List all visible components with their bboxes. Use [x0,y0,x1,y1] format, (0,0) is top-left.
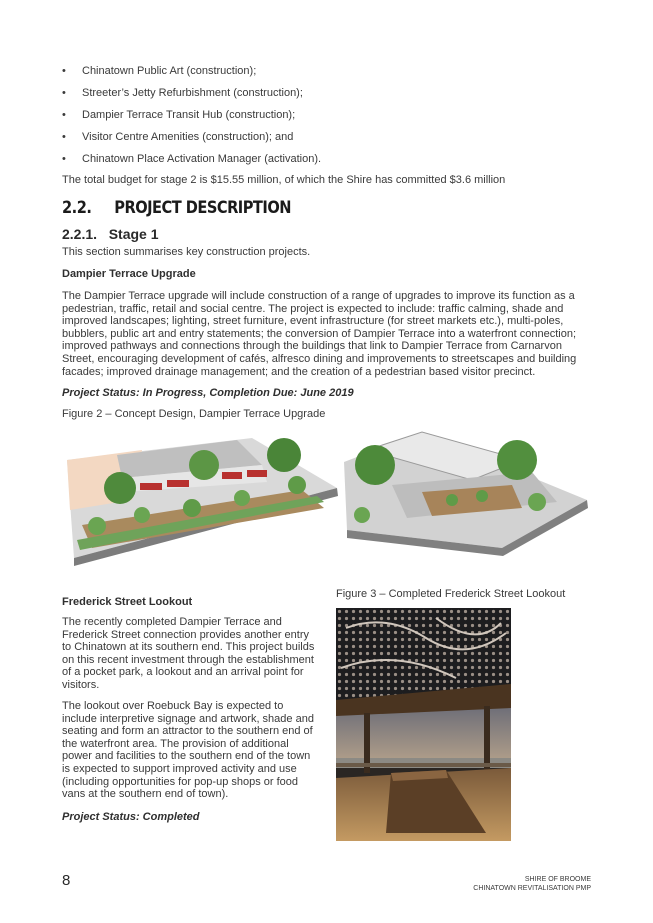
paragraph-line: seating and form an attractor to the southern end of [62,725,313,738]
paragraph-line: The lookout over Roebuck Bay is expected to [62,700,284,712]
concept-render-left [67,438,338,566]
subsection-intro: This section summarises key construction projects. [62,246,311,258]
figure-3-caption: Figure 3 – Completed Frederick Street Lookout [336,588,566,600]
paragraph-line: Frederick Street connection provides another entry [62,628,310,641]
paragraph-line: to Chinatown at its southern end. This project builds [62,641,315,654]
subsection-heading: 2.2.1. Stage 1 [62,226,159,242]
footer-org-block [473,876,591,893]
paragraph-line: bubblers, public art and entry statements; the conversion of Dampier Terrace into a waterfront connection; [62,327,577,340]
paragraph-line: The recently completed Dampier Terrace and [62,616,282,628]
paragraph-line: vans at the southern end of town). [62,788,229,801]
section-heading: 2.2. PROJECT DESCRIPTION [62,198,291,218]
figure-2-concept-image [62,430,592,570]
budget-text: The total budget for stage 2 is $15.55 million, of which the Shire has committed $3.6 million [62,174,506,186]
paragraph-line: improved landscapes; lighting, street furniture, event infrastructure (for street markets etc.), multi-poles, [62,315,564,328]
paragraph-line: power and facilities to the southern end of the town [62,750,311,763]
bullet-text: Streeter’s Jetty Refurbishment (construction); [82,87,303,99]
paragraph-line: The Dampier Terrace upgrade will include construction of a range of upgrades to improve its function as a [62,290,575,302]
bullet-dot: • [62,153,66,165]
figure-2-caption: Figure 2 – Concept Design, Dampier Terrace Upgrade [62,408,326,420]
frederick-paragraph-1 [62,616,324,692]
frederick-title: Frederick Street Lookout [62,596,193,608]
paragraph-line: of a pocket park, a lookout and an arrival point for [62,666,304,679]
footer-org: SHIRE OF BROOME [524,876,591,883]
paragraph-line: Street, encouraging development of cafés, alfresco dining and improvements to streetscapes and building [62,352,577,365]
footer-doc-title: CHINATOWN REVITALISATION PMP [473,884,591,892]
paragraph-line: improved pathways and connections through the buildings that link to Dampier Terrace from Carnarvon [62,340,562,353]
frederick-paragraph-2 [62,700,324,801]
paragraph-line: include interpretive signage and artwork, shade and [62,712,314,725]
paragraph-line: facades; improved drainage management; and the creation of a pedestrian based visitor precinct. [62,365,536,378]
frederick-status: Project Status: Completed [62,811,200,823]
bullet-dot: • [62,131,66,143]
dampier-title: Dampier Terrace Upgrade [62,268,196,280]
paragraph-line: on this recent investment through the establishment [62,653,314,666]
paragraph-line: is expected to support improved activity and use [62,762,297,775]
bullet-text: Chinatown Public Art (construction); [82,65,257,77]
paragraph-line: (including opportunities for pop-up shops or food [62,775,299,788]
paragraph-line: the waterfront area. The provision of additional [62,737,289,750]
bullet-text: Chinatown Place Activation Manager (activation). [82,153,322,165]
dampier-paragraph [62,290,602,378]
bullet-text: Dampier Terrace Transit Hub (construction); [82,109,296,121]
concept-render-right [344,432,588,556]
figure-3-lookout-photo [336,608,511,841]
dampier-status: Project Status: In Progress, Completion Due: June 2019 [62,387,354,399]
bullet-dot: • [62,109,66,121]
bullet-dot: • [62,87,66,99]
paragraph-line: pedestrian, traffic, retail and social centre. The project is expected to include: traffic calming, shade and [62,302,564,315]
bullet-dot: • [62,65,66,77]
page-number: 8 [62,872,71,889]
bullet-text: Visitor Centre Amenities (construction); and [82,131,294,143]
paragraph-line: visitors. [62,678,100,691]
